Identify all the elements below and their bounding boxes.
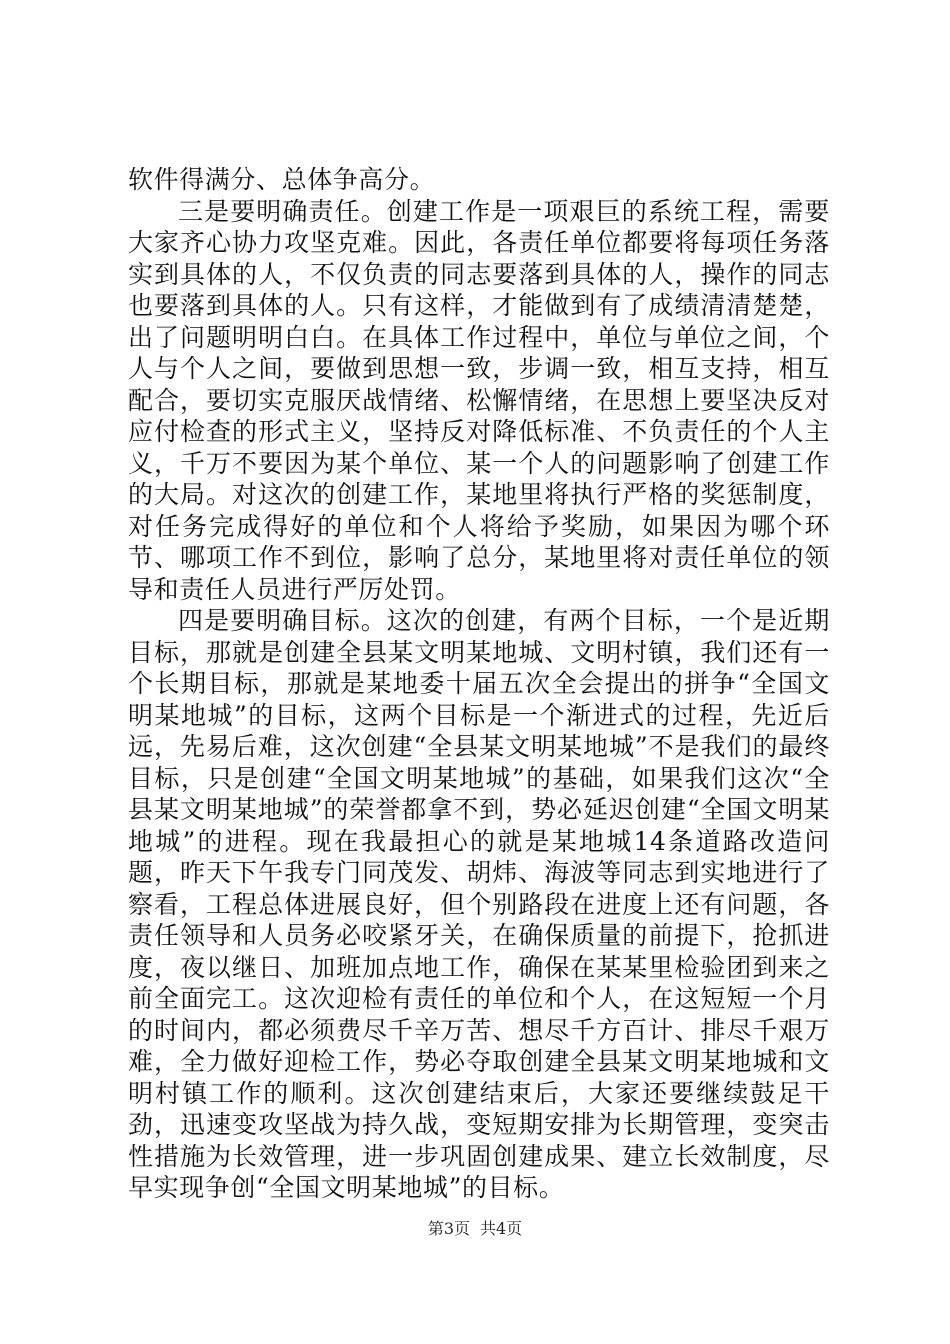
paragraph-continuation: 软件得满分、总体争高分。 <box>128 165 436 194</box>
page-footer <box>0 1216 950 1239</box>
page-number: 第3页 <box>427 1219 470 1238</box>
page-total: 共4页 <box>480 1219 523 1238</box>
paragraph-responsibility: 三是要明确责任。创建工作是一项艰巨的系统工程，需要大家齐心协力攻坚克难。因此，各责任单位都要将每项任务落实到具体的人，不仅负责的同志要落到具体的人，操作的同志也要落到具体的人。只有这样，才能做到有了成绩清清楚楚，出了问题明明白白。在具体工作过程中，单位与单位之间，个人与个人之间，要做到思想一致，步调一致，相互支持，相互配合，要切实克服厌战情绪、松懈情绪，在思想上要坚决反对应付检查的形式主义，坚持反对降低标准、不负责任的个人主义，千万不要因为某个单位、某一个人的问题影响了创建工作的大局。对这次的创建工作，某地里将执行严格的奖惩制度，对任务完成得好的单位和个人将给予奖励，如果因为哪个环节、哪项工作不到位，影响了总分，某地里将对责任单位的领导和责任人员进行严厉处罚。 <box>128 196 830 604</box>
document-body <box>128 164 830 1204</box>
paragraph-goals: 四是要明确目标。这次的创建，有两个目标，一个是近期目标，那就是创建全县某文明某地城、文明村镇，我们还有一个长期目标，那就是某地委十届五次全会提出的拼争“全国文明某地城”的目标，这两个目标是一个渐进式的过程，先近后远，先易后难，这次创建“全县某文明某地城”不是我们的最终目标，只是创建“全国文明某地城”的基础，如果我们这次“全县某文明某地城”的荣誉都拿不到，势必延迟创建“全国文明某地城”的进程。现在我最担心的就是某地城14条道路改造问题，昨天下午我专门同茂发、胡炜、海波等同志到实地进行了察看，工程总体进展良好，但个别路段在进度上还有问题，各责任领导和人员务必咬紧牙关，在确保质量的前提下，抢抓进度，夜以继日、加班加点地工作，确保在某某里检验团到来之前全面完工。这次迎检有责任的单位和个人，在这短短一个月的时间内，都必须费尽千辛万苦、想尽千方百计、排尽千艰万难，全力做好迎检工作，势必夺取创建全县某文明某地城和文明村镇工作的顺利。这次创建结束后，大家还要继续鼓足干劲，迅速变攻坚战为持久战，变短期安排为长期管理，变突击性措施为长效管理，进一步巩固创建成果、建立长效制度，尽早实现争创“全国文明某地城”的目标。 <box>128 606 830 1202</box>
